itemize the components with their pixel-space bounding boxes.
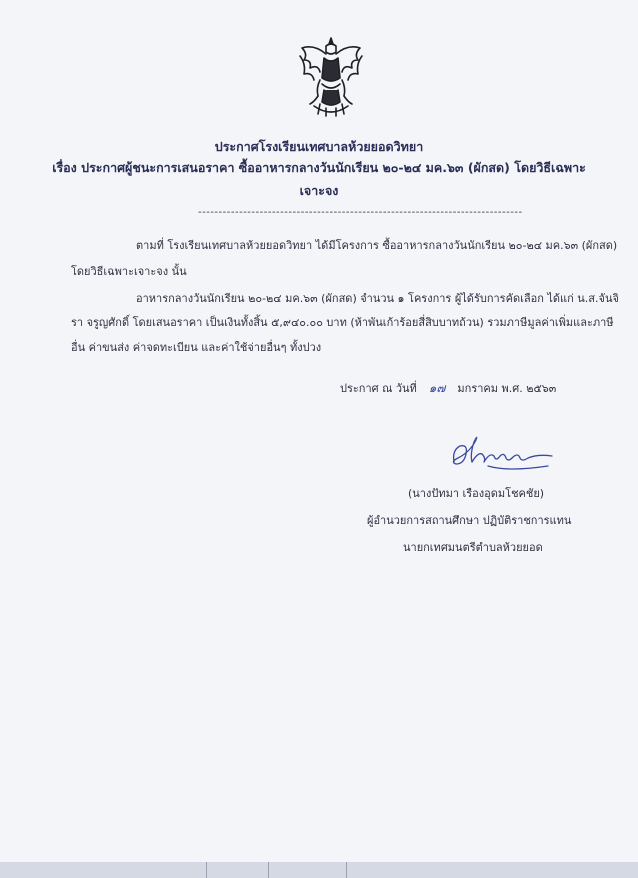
announcement-date [340, 379, 556, 398]
body-line: อื่น ค่าขนส่ง ค่าจดทะเบียน และค่าใช้จ่ายอื่นๆ ทั้งปวง [71, 341, 322, 354]
scan-edge-tick [346, 862, 347, 878]
document-title: ประกาศโรงเรียนเทศบาลห้วยยอดวิทยา [214, 139, 424, 154]
signatory-position: ผู้อำนวยการสถานศึกษา ปฏิบัติราชการแทน [367, 514, 572, 527]
body-line: รา จรูญศักดิ์ โดยเสนอราคา เป็นเงินทั้งสิ้น ๕,๙๔๐.๐๐ บาท (ห้าพันเก้าร้อยสี่สิบบาทถ้วน) รวมภาษีมูลค่าเพิ่มและภาษี [71, 316, 614, 329]
date-day: ๑๗ [428, 381, 446, 395]
document-subject-cont: เจาะจง [299, 183, 339, 198]
date-prefix: ประกาศ ณ วันที่ [340, 382, 417, 395]
scan-edge-tick [268, 862, 269, 878]
document-subject: เรื่อง ประกาศผู้ชนะการเสนอราคา ซื้ออาหารกลางวันนักเรียน ๒๐-๒๔ มค.๖๓ (ผักสด) โดยวิธีเฉพาะ [52, 160, 586, 175]
body-line: อาหารกลางวันนักเรียน ๒๐-๒๔ มค.๖๓ (ผักสด) จำนวน ๑ โครงการ ผู้ได้รับการคัดเลือก ได้แก่ น.ส.จันจิ [136, 292, 619, 305]
scan-edge-tick [206, 862, 207, 878]
handwritten-signature [448, 432, 558, 476]
body-line: โดยวิธีเฉพาะเจาะจง นั้น [71, 265, 187, 278]
signatory-name: (นางปัทมา เรืองอุดมโชคชัย) [408, 487, 545, 500]
signatory-position-cont: นายกเทศมนตรีตำบลห้วยยอด [403, 541, 543, 554]
body-line: ตามที่ โรงเรียนเทศบาลห้วยยอดวิทยา ได้มีโครงการ ซื้ออาหารกลางวันนักเรียน ๒๐-๒๔ มค.๖๓ (ผักสด) [136, 239, 618, 252]
garuda-emblem-icon [296, 34, 366, 118]
date-month-year: มกราคม พ.ศ. ๒๕๖๓ [457, 382, 557, 395]
scan-bottom-edge [0, 862, 638, 878]
separator-line: ------------------------------------------------------------------------------- [198, 207, 523, 218]
